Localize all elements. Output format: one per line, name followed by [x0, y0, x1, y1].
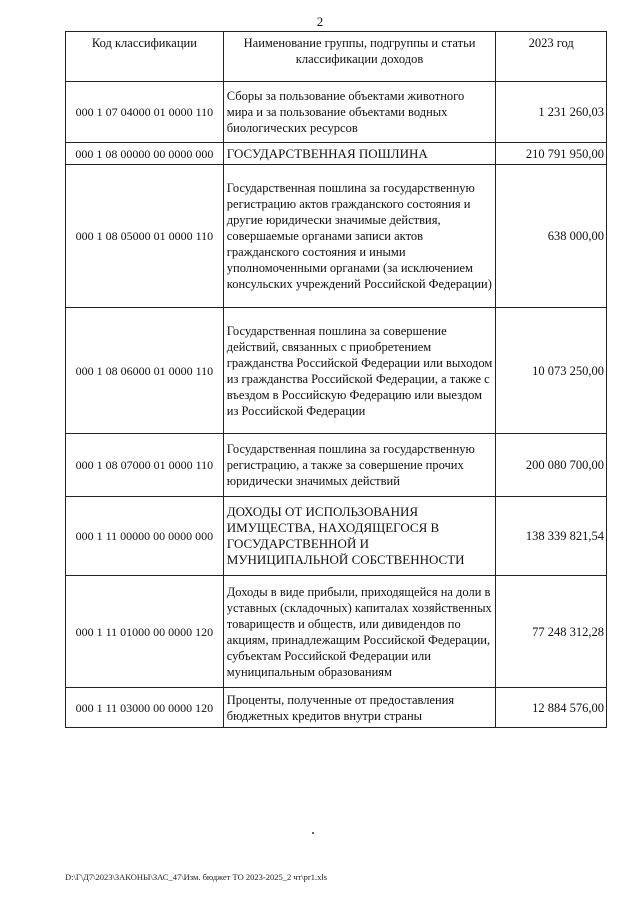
table-row [66, 688, 607, 728]
row-name: ДОХОДЫ ОТ ИСПОЛЬЗОВАНИЯ ИМУЩЕСТВА, НАХОДЯЩЕГОСЯ В ГОСУДАРСТВЕННОЙ И МУНИЦИПАЛЬНОЙ СОБСТВЕННОСТИ [223, 497, 496, 576]
table-row [66, 497, 607, 576]
table-row [66, 308, 607, 434]
row-name: Доходы в виде прибыли, приходящейся на доли в уставных (складочных) капиталах хозяйственных товариществ и обществ, или дивидендов по акциям, принадлежащим Российской Федерации, субъектам Российской Федерации или муниципальным образованиям [223, 576, 496, 688]
row-amount: 138 339 821,54 [496, 497, 607, 576]
header-amount: 2023 год [496, 32, 607, 82]
table-row [66, 576, 607, 688]
row-amount: 1 231 260,03 [496, 82, 607, 143]
row-name: Государственная пошлина за государственную регистрацию, а также за совершение прочих юридически значимых действий [223, 434, 496, 497]
row-amount: 210 791 950,00 [496, 143, 607, 165]
row-code: 000 1 11 00000 00 0000 000 [66, 497, 224, 576]
table-row [66, 143, 607, 165]
row-name: ГОСУДАРСТВЕННАЯ ПОШЛИНА [223, 143, 496, 165]
header-code: Код классификации [66, 32, 224, 82]
table-header-row [66, 32, 607, 82]
table-row [66, 434, 607, 497]
row-code: 000 1 11 03000 00 0000 120 [66, 688, 224, 728]
row-code: 000 1 08 00000 00 0000 000 [66, 143, 224, 165]
row-code: 000 1 11 01000 00 0000 120 [66, 576, 224, 688]
row-name: Государственная пошлина за совершение действий, связанных с приобретением гражданства Российской Федерации или выходом из гражданства Российской Федерации, а также с въездом в Российскую Федерацию или выездом из Российской Федерации [223, 308, 496, 434]
header-name: Наименование группы, подгруппы и статьи классификации доходов [223, 32, 496, 82]
row-code: 000 1 08 06000 01 0000 110 [66, 308, 224, 434]
row-name: Проценты, полученные от предоставления бюджетных кредитов внутри страны [223, 688, 496, 728]
row-amount: 12 884 576,00 [496, 688, 607, 728]
row-amount: 77 248 312,28 [496, 576, 607, 688]
page-number: 2 [316, 14, 324, 29]
row-code: 000 1 07 04000 01 0000 110 [66, 82, 224, 143]
row-amount: 638 000,00 [496, 165, 607, 308]
row-amount: 10 073 250,00 [496, 308, 607, 434]
revenue-table [65, 31, 607, 728]
row-name: Сборы за пользование объектами животного мира и за пользование объектами водных биологических ресурсов [223, 82, 496, 143]
table-row [66, 82, 607, 143]
scan-speck [312, 832, 314, 834]
footer-file-path: D:\Г\Д7\2023\ЗАКОНЫ\ЗАС_47\Изм. бюджет ТО 2023-2025_2 чт\pr1.xls [65, 872, 328, 882]
table-row [66, 165, 607, 308]
row-amount: 200 080 700,00 [496, 434, 607, 497]
row-code: 000 1 08 07000 01 0000 110 [66, 434, 224, 497]
row-name: Государственная пошлина за государственную регистрацию актов гражданского состояния и другие юридически значимые действия, совершаемые органами записи актов гражданского состояния и иными уполномоченными органами (за исключением консульских учреждений Российской Федерации) [223, 165, 496, 308]
row-code: 000 1 08 05000 01 0000 110 [66, 165, 224, 308]
